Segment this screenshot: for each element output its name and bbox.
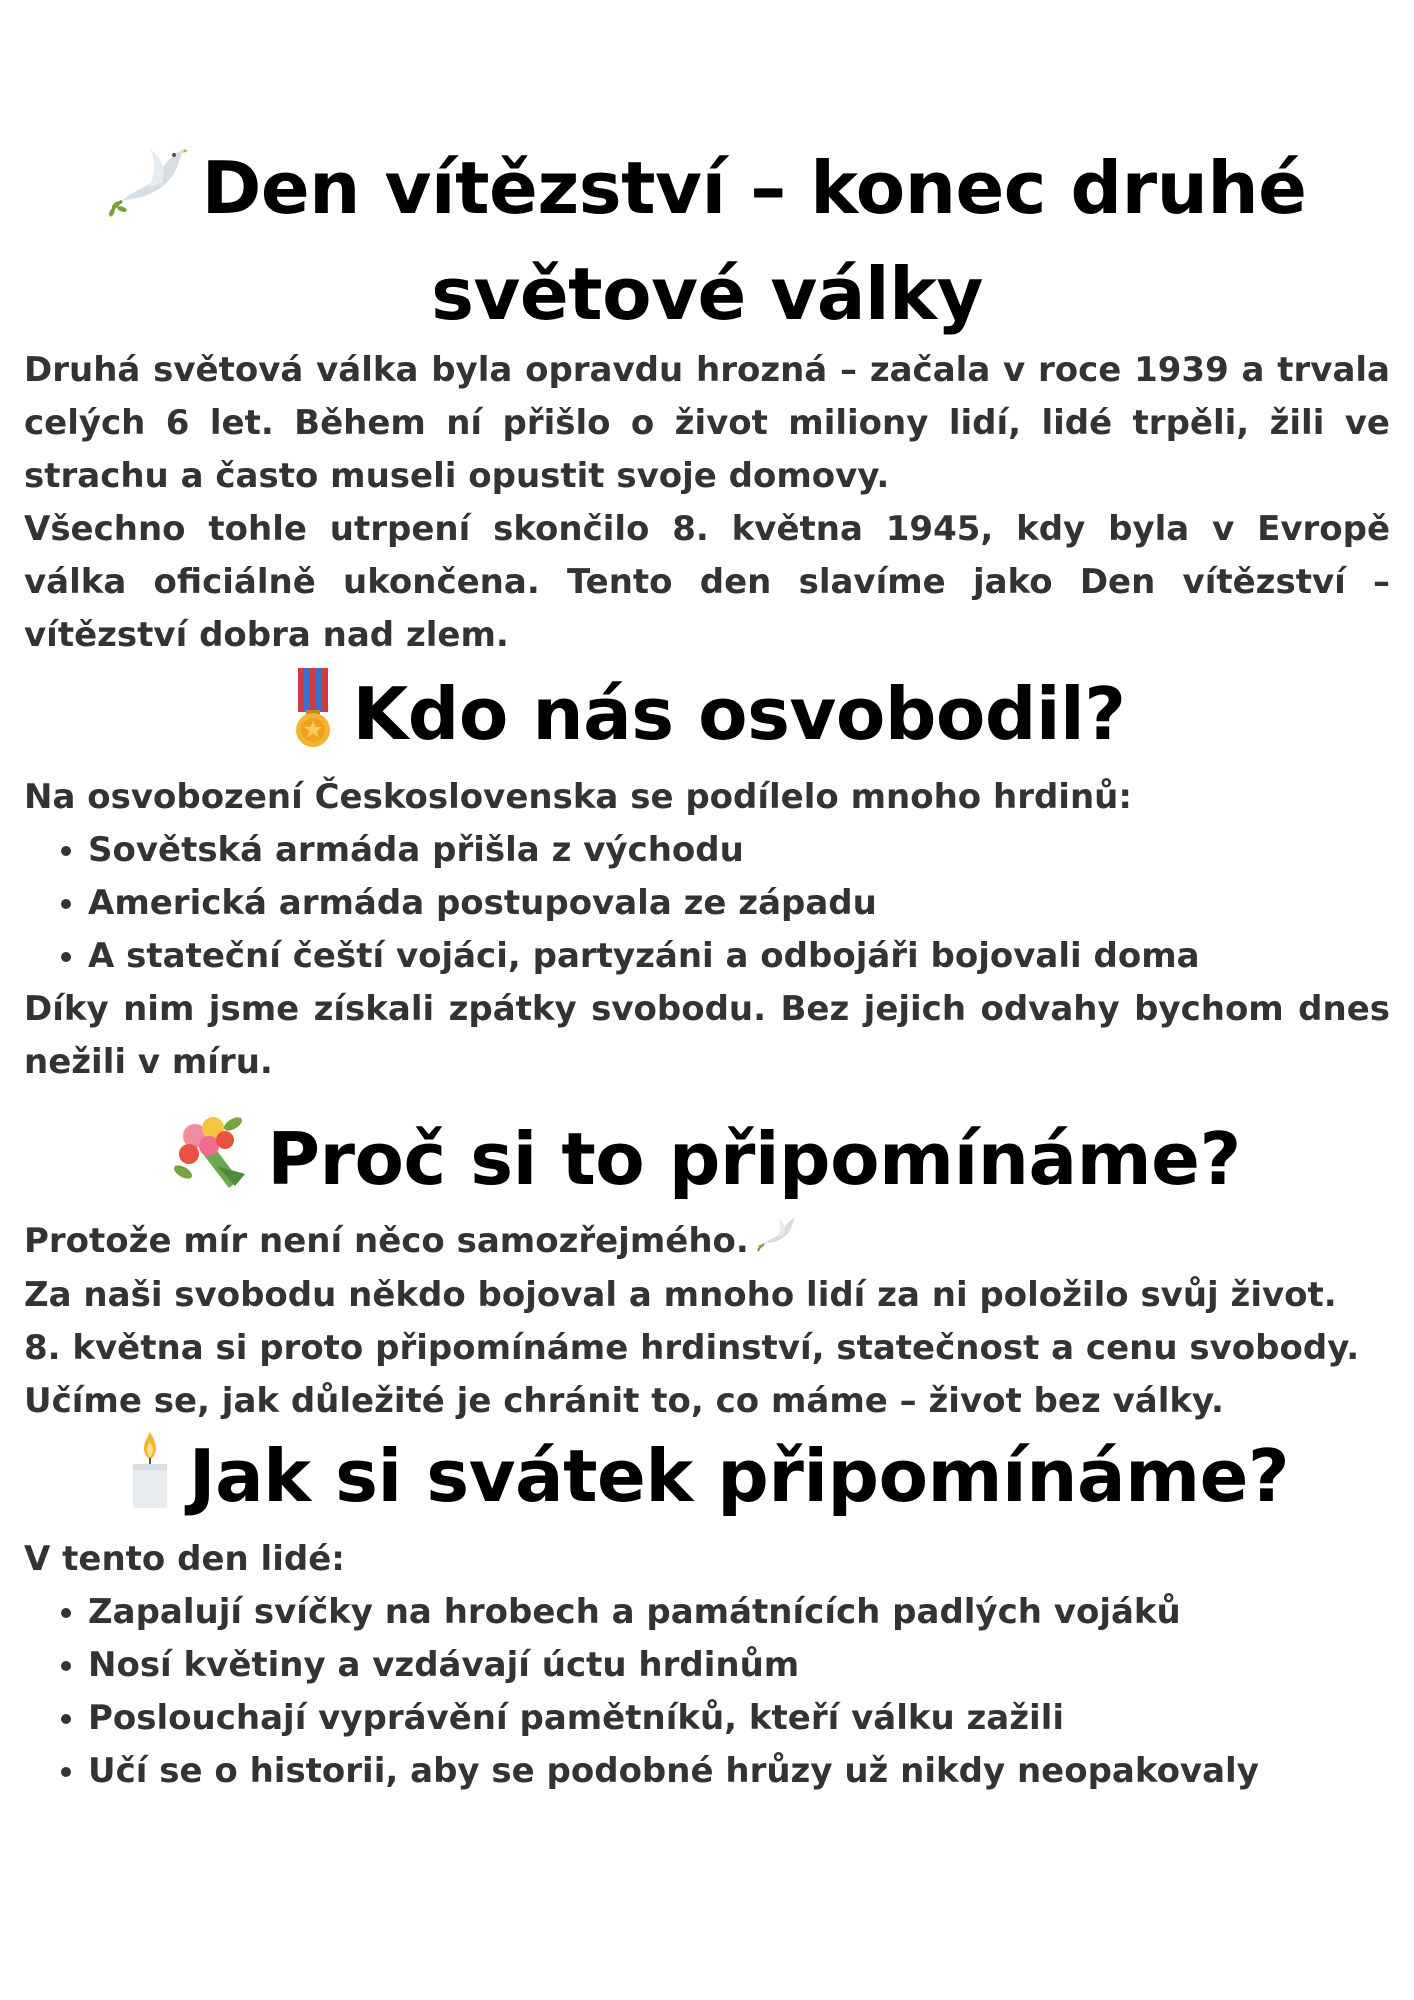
heading-liberators: Kdo nás osvobodil?: [24, 666, 1390, 771]
dove-icon: [757, 1215, 797, 1269]
list-item: • Učí se o historii, aby se podobné hrůzy už nikdy neopakovaly: [88, 1745, 1390, 1798]
intro-paragraph-2: Všechno tohle utrpení skončilo 8. května 1945, kdy byla v Evropě válka oficiálně ukončena. Tento den slavíme jako Den vítězství – vítězství dobra nad zlem.: [24, 508, 1390, 655]
why-line-4: Učíme se, jak důležité je chránit to, co máme – život bez války.: [24, 1381, 1224, 1422]
list-item: • Nosí květiny a vzdávají úctu hrdinům: [88, 1639, 1390, 1692]
why-line-2: Za naši svobodu někdo bojoval a mnoho lidí za ni položilo svůj život.: [24, 1275, 1337, 1316]
heading-why: Proč si to připomínáme?: [24, 1111, 1390, 1215]
liberators-list: [24, 824, 1390, 983]
intro-paragraph-1: Druhá světová válka byla opravdu hrozná – začala v roce 1939 a trvala celých 6 let. Během ní přišlo o život miliony lidí, lidé trpěli, žili ve strachu a často museli opustit svoje domovy.: [24, 349, 1390, 496]
list-item: • Poslouchají vyprávění pamětníků, kteří válku zažili: [88, 1692, 1390, 1745]
bouquet-icon: [173, 1114, 253, 1215]
liberators-closing: Díky nim jsme získali zpátky svobodu. Bez jejich odvahy bychom dnes nežili v míru.: [24, 988, 1390, 1082]
why-line-1: Protože mír není něco samozřejmého.: [24, 1215, 1390, 1270]
page-title: Den vítězství – konec druhé světové války: [24, 0, 1390, 344]
document-page: [24, 0, 1390, 1798]
list-item: • A stateční čeští vojáci, partyzáni a odbojáři bojovali doma: [88, 930, 1390, 983]
how-lead: V tento den lidé:: [24, 1539, 345, 1580]
liberators-lead: Na osvobození Československa se podílelo mnoho hrdinů:: [24, 776, 1132, 817]
list-item: • Americká armáda postupovala ze západu: [88, 877, 1390, 930]
list-item: • Zapalují svíčky na hrobech a památnících padlých vojáků: [88, 1586, 1390, 1639]
candle-icon: [125, 1430, 175, 1533]
medal-icon: [288, 668, 338, 771]
why-line-3: 8. května si proto připomínáme hrdinství, statečnost a cenu svobody.: [24, 1328, 1360, 1369]
list-item: • Sovětská armáda přišla z východu: [88, 824, 1390, 877]
how-list: [24, 1586, 1390, 1798]
heading-how: Jak si svátek připomínáme?: [24, 1428, 1390, 1533]
dove-icon: [108, 143, 188, 244]
